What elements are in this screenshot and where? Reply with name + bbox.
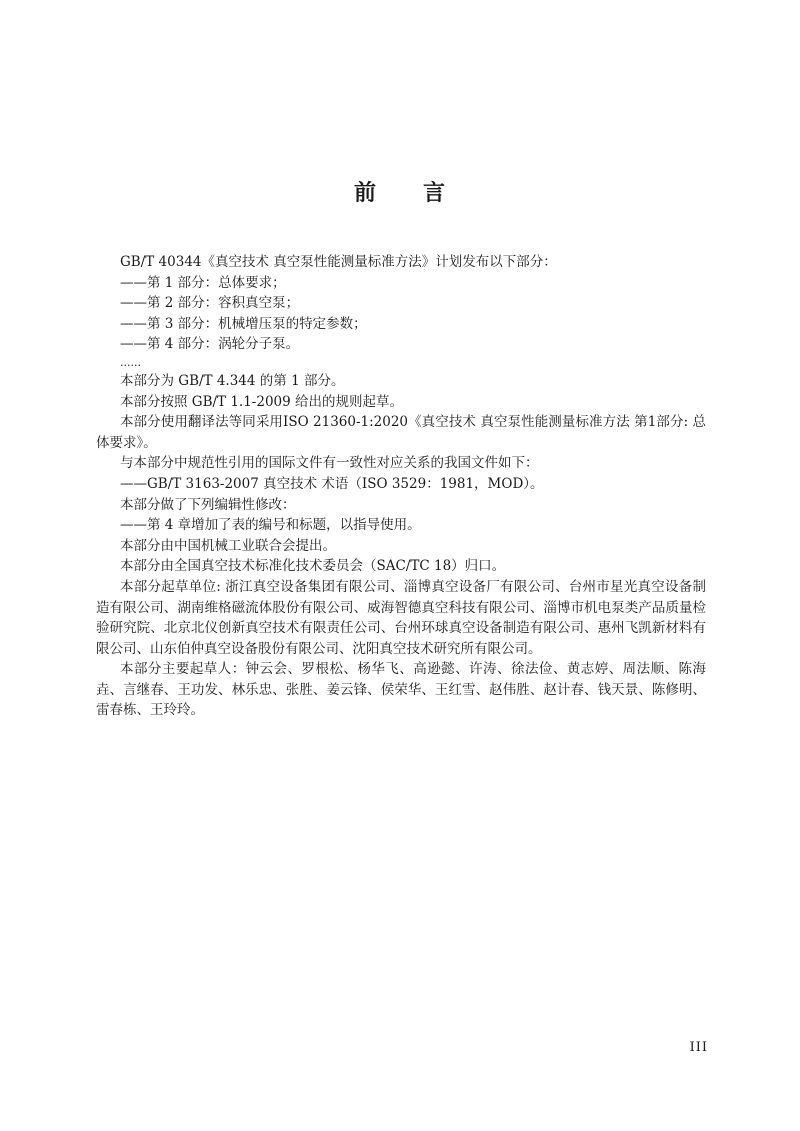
page-title: 前 言 xyxy=(353,180,446,206)
paragraph-series-intro: GB/T 40344《真空技术 真空泵性能测量标准方法》计划发布以下部分： xyxy=(120,254,557,270)
page-number: III xyxy=(689,1040,708,1055)
list-item-part-2: ——第 2 部分：容积真空泵； xyxy=(120,295,300,312)
list-item-editorial-change: ——第 4 章增加了表的编号和标题，以指导使用。 xyxy=(120,517,421,534)
paragraph-drafting-rules: 本部分按照 GB/T 1.1-2009 给出的规则起草。 xyxy=(120,393,404,410)
list-item-part-3: ——第 3 部分：机械增压泵的特定参数； xyxy=(120,315,367,332)
paragraph-drafting-organizations: 本部分起草单位: 浙江真空设备集团有限公司、淄博真空设备厂有限公司、台州市星光真空设备制造有限公司、湖南维格磁流体股份有限公司、威海智德真空科技有限公司、淄博市机电泵类产品质量检验研究院、北京北仪创新真空技术有限责任公司、台州环球真空设备制造有限公司、惠州飞凯新材料有限公司、山东伯仲真空设备股份有限公司、沈阳真空技术研究所有限公司。 xyxy=(96,578,706,657)
list-item-part-1: ——第 1 部分：总体要求； xyxy=(120,274,286,291)
paragraph-editorial-changes: 本部分做了下列编辑性修改： xyxy=(120,496,296,513)
list-item-terminology-standard: ——GB/T 3163-2007 真空技术 术语（ISO 3529：1981，MOD）。 xyxy=(120,475,544,492)
paragraph-managed-by: 本部分由全国真空技术标准化技术委员会（SAC/TC 18）归口。 xyxy=(120,558,506,575)
preface-body xyxy=(96,252,706,721)
paragraph-adoption: 本部分使用翻译法等同采用ISO 21360-1:2020《真空技术 真空泵性能测量标准方法 第1部分: 总体要求》。 xyxy=(96,414,706,451)
paragraph-drafters: 本部分主要起草人：钟云会、罗根松、杨华飞、高逊懿、许涛、徐法俭、黄志婷、周法顺、陈海垚、言继春、王功发、林乐忠、张胜、姜云锋、侯荣华、王红雪、赵伟胜、赵计春、钱天景、陈修明、雷春栋、王玲玲。 xyxy=(96,661,706,719)
list-ellipsis: ...... xyxy=(120,355,141,369)
paragraph-part-statement: 本部分为 GB/T 4.344 的第 1 部分。 xyxy=(120,372,345,389)
list-item-part-4: ——第 4 部分：涡轮分子泵。 xyxy=(120,336,300,353)
paragraph-correspondence: 与本部分中规范性引用的国际文件有一致性对应关系的我国文件如下： xyxy=(120,455,539,472)
paragraph-proposed-by: 本部分由中国机械工业联合会提出。 xyxy=(120,537,336,554)
